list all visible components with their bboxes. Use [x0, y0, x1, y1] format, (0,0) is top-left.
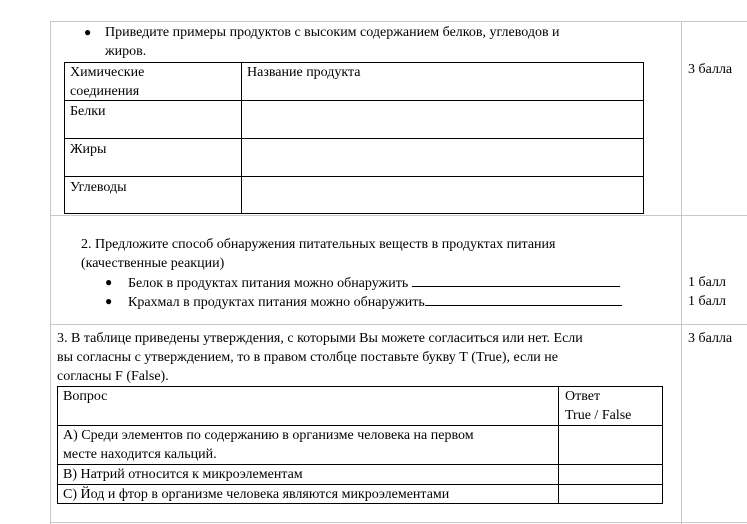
section2-score-1: 1 балл — [688, 275, 726, 290]
table2-header-answer-line1: Ответ — [565, 389, 601, 404]
table1-line — [64, 62, 65, 214]
table1-header-compounds-line2: соединения — [70, 84, 140, 99]
table1-line — [64, 213, 644, 214]
section1-bottom-border — [50, 215, 747, 216]
answer-blank-protein[interactable] — [412, 273, 620, 287]
table1-line — [64, 100, 644, 101]
bullet-icon: ● — [105, 275, 113, 289]
table1-line — [64, 138, 644, 139]
outer-top-border — [50, 21, 747, 22]
answer-cell-b[interactable] — [559, 465, 662, 484]
section2-score-2: 1 балл — [688, 294, 726, 309]
item-text: Крахмал в продуктах питания можно обнаружить — [128, 295, 425, 310]
item-text: Белок в продуктах питания можно обнаружить — [128, 276, 409, 291]
answer-cell-c[interactable] — [559, 485, 662, 503]
table2-row-statement: А) Среди элементов по содержанию в организме человека на первом — [63, 428, 474, 443]
table1-header-product-name: Название продукта — [247, 65, 361, 80]
table1-row-label: Жиры — [70, 142, 107, 157]
section1-instruction-line1: Приведите примеры продуктов с высоким содержанием белков, углеводов и — [105, 25, 560, 40]
answer-cell-a[interactable] — [559, 426, 662, 464]
section3-question-line2: вы согласны с утверждением, то в правом столбце поставьте букву Т (True), если не — [57, 350, 558, 365]
section1-instruction-line2: жиров. — [105, 44, 147, 59]
section3-question-line1: 3. В таблице приведены утверждения, с которыми Вы можете согласиться или нет. Если — [57, 331, 583, 346]
section3-question-line3: согласны F (False). — [57, 369, 169, 384]
answer-blank-starch[interactable] — [425, 292, 622, 306]
bullet-icon: ● — [84, 25, 92, 39]
table2-line — [662, 386, 663, 504]
table1-header-compounds-line1: Химические — [70, 65, 145, 80]
table1-line — [643, 62, 644, 214]
section2-bottom-border — [50, 324, 747, 325]
table2-header-question: Вопрос — [63, 389, 108, 404]
bullet-icon: ● — [105, 294, 113, 308]
outer-left-border — [50, 21, 51, 524]
section2-item-protein — [128, 273, 620, 293]
table2-row-statement: В) Натрий относится к микроэлементам — [63, 467, 303, 482]
outer-bottom-border — [50, 522, 747, 523]
section2-question-line1: 2. Предложите способ обнаружения питательных веществ в продуктах питания — [81, 237, 556, 252]
table2-header-answer-line2: True / False — [565, 408, 632, 423]
section2-question-line2: (качественные реакции) — [81, 256, 225, 271]
table1-line — [64, 176, 644, 177]
section3-score: 3 балла — [688, 331, 733, 346]
section1-score: 3 балла — [688, 62, 733, 77]
table2-line — [57, 386, 58, 504]
table1-row-label: Углеводы — [70, 180, 127, 195]
table1-row-label: Белки — [70, 104, 106, 119]
table2-row-statement: С) Йод и фтор в организме человека являются микроэлементами — [63, 487, 450, 502]
table1-line — [241, 62, 242, 214]
table2-row-statement: месте находится кальций. — [63, 447, 217, 462]
score-column-divider — [681, 21, 682, 524]
section2-item-starch — [128, 292, 622, 312]
